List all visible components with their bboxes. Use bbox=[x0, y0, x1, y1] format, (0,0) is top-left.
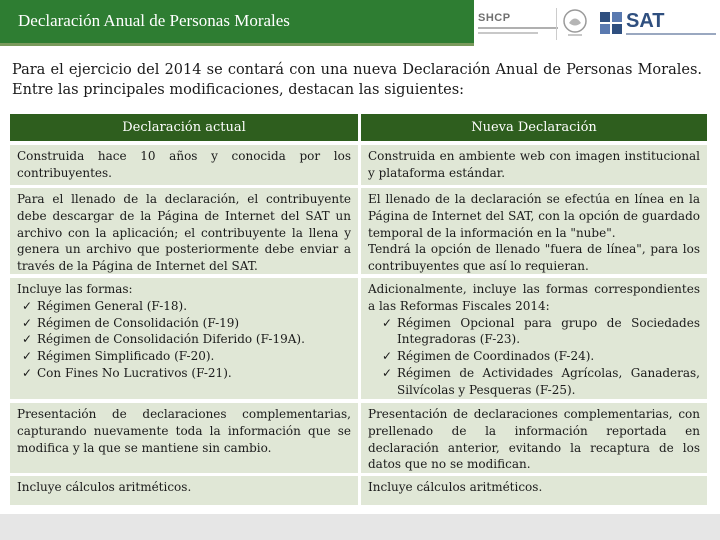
check-icon: ✓ bbox=[22, 349, 33, 364]
list-item: ✓ Régimen de Consolidación Diferido (F-19A). bbox=[22, 332, 305, 347]
shcp-logo-rule-2 bbox=[478, 32, 538, 34]
row-3-new bbox=[361, 278, 707, 399]
logo-strip bbox=[476, 0, 720, 46]
row-4-new: Presentación de declaraciones complementarias, con prellenado de la información reportada en declaración anterior, evitando la recaptura de los datos que no se modifican. bbox=[361, 403, 707, 473]
row-3-new-intro: Adicionalmente, incluye las formas correspondientes a las Reformas Fiscales 2014: bbox=[368, 282, 700, 313]
row-1-current: Construida hace 10 años y conocida por los contribuyentes. bbox=[10, 145, 358, 185]
page-title: Declaración Anual de Personas Morales bbox=[18, 11, 290, 30]
list-item: ✓ Régimen Simplificado (F-20). bbox=[22, 349, 215, 364]
list-item: ✓ Régimen de Consolidación (F-19) bbox=[22, 315, 240, 330]
check-icon: ✓ bbox=[382, 349, 393, 364]
intro-paragraph: Para el ejercicio del 2014 se contará con una nueva Declaración Anual de Personas Morales. Entre las principales modificaciones, destacan las siguientes: bbox=[12, 62, 702, 98]
title-bar bbox=[0, 0, 474, 46]
row-3-current-intro: Incluye las formas: bbox=[17, 282, 133, 296]
sat-mark-icon bbox=[600, 12, 622, 34]
footer-band bbox=[0, 514, 720, 540]
row-2-new bbox=[361, 188, 707, 274]
row-2-current: Para el llenado de la declaración, el contribuyente debe descargar de la Página de Internet del SAT un archivo con la aplicación; el contribuyente la llena y genera un archivo que posteriormente debe enviar a través de la Página de Internet del SAT. bbox=[10, 188, 358, 274]
check-icon: ✓ bbox=[22, 332, 33, 347]
row-5-new: Incluye cálculos aritméticos. bbox=[361, 476, 707, 505]
sat-logo bbox=[600, 10, 718, 40]
mexico-seal-icon bbox=[562, 8, 588, 38]
sat-logo-text: SAT bbox=[626, 10, 665, 32]
row-5-current: Incluye cálculos aritméticos. bbox=[10, 476, 358, 505]
sat-logo-rule bbox=[626, 33, 716, 35]
list-item: ✓ Con Fines No Lucrativos (F-21). bbox=[22, 365, 232, 380]
list-item: ✓ Régimen de Coordinados (F-24). bbox=[382, 349, 595, 364]
check-icon: ✓ bbox=[382, 315, 393, 330]
new-forms-list bbox=[368, 315, 700, 399]
check-icon: ✓ bbox=[22, 315, 33, 330]
check-icon: ✓ bbox=[22, 365, 33, 380]
row-2-new-line-1: El llenado de la declaración se efectúa en línea en la Página de Internet del SAT, con la opción de guardado temporal de la información en la "nube". bbox=[368, 192, 700, 240]
list-item: ✓ Régimen de Actividades Agrícolas, Ganaderas, Silvícolas y Pesqueras (F-25). bbox=[382, 365, 700, 397]
current-forms-list bbox=[17, 298, 351, 382]
column-header-current: Declaración actual bbox=[10, 114, 358, 141]
list-item: ✓ Régimen Opcional para grupo de Sociedades Integradoras (F-23). bbox=[382, 315, 700, 347]
row-1-new: Construida en ambiente web con imagen institucional y plataforma estándar. bbox=[361, 145, 707, 185]
check-icon: ✓ bbox=[22, 298, 33, 313]
shcp-logo bbox=[478, 12, 564, 40]
list-item: ✓ Régimen General (F-18). bbox=[22, 298, 188, 313]
row-4-current: Presentación de declaraciones complementarias, capturando nuevamente toda la información que se modifica y la que se mantiene sin cambio. bbox=[10, 403, 358, 473]
row-2-new-line-2: Tendrá la opción de llenado "fuera de línea", para los contribuyentes que así lo requieran. bbox=[368, 242, 700, 274]
row-3-current bbox=[10, 278, 358, 399]
shcp-logo-rule bbox=[478, 27, 558, 29]
column-header-new: Nueva Declaración bbox=[361, 114, 707, 141]
shcp-logo-text: SHCP bbox=[478, 12, 511, 24]
logo-divider bbox=[556, 8, 557, 40]
check-icon: ✓ bbox=[382, 365, 393, 380]
